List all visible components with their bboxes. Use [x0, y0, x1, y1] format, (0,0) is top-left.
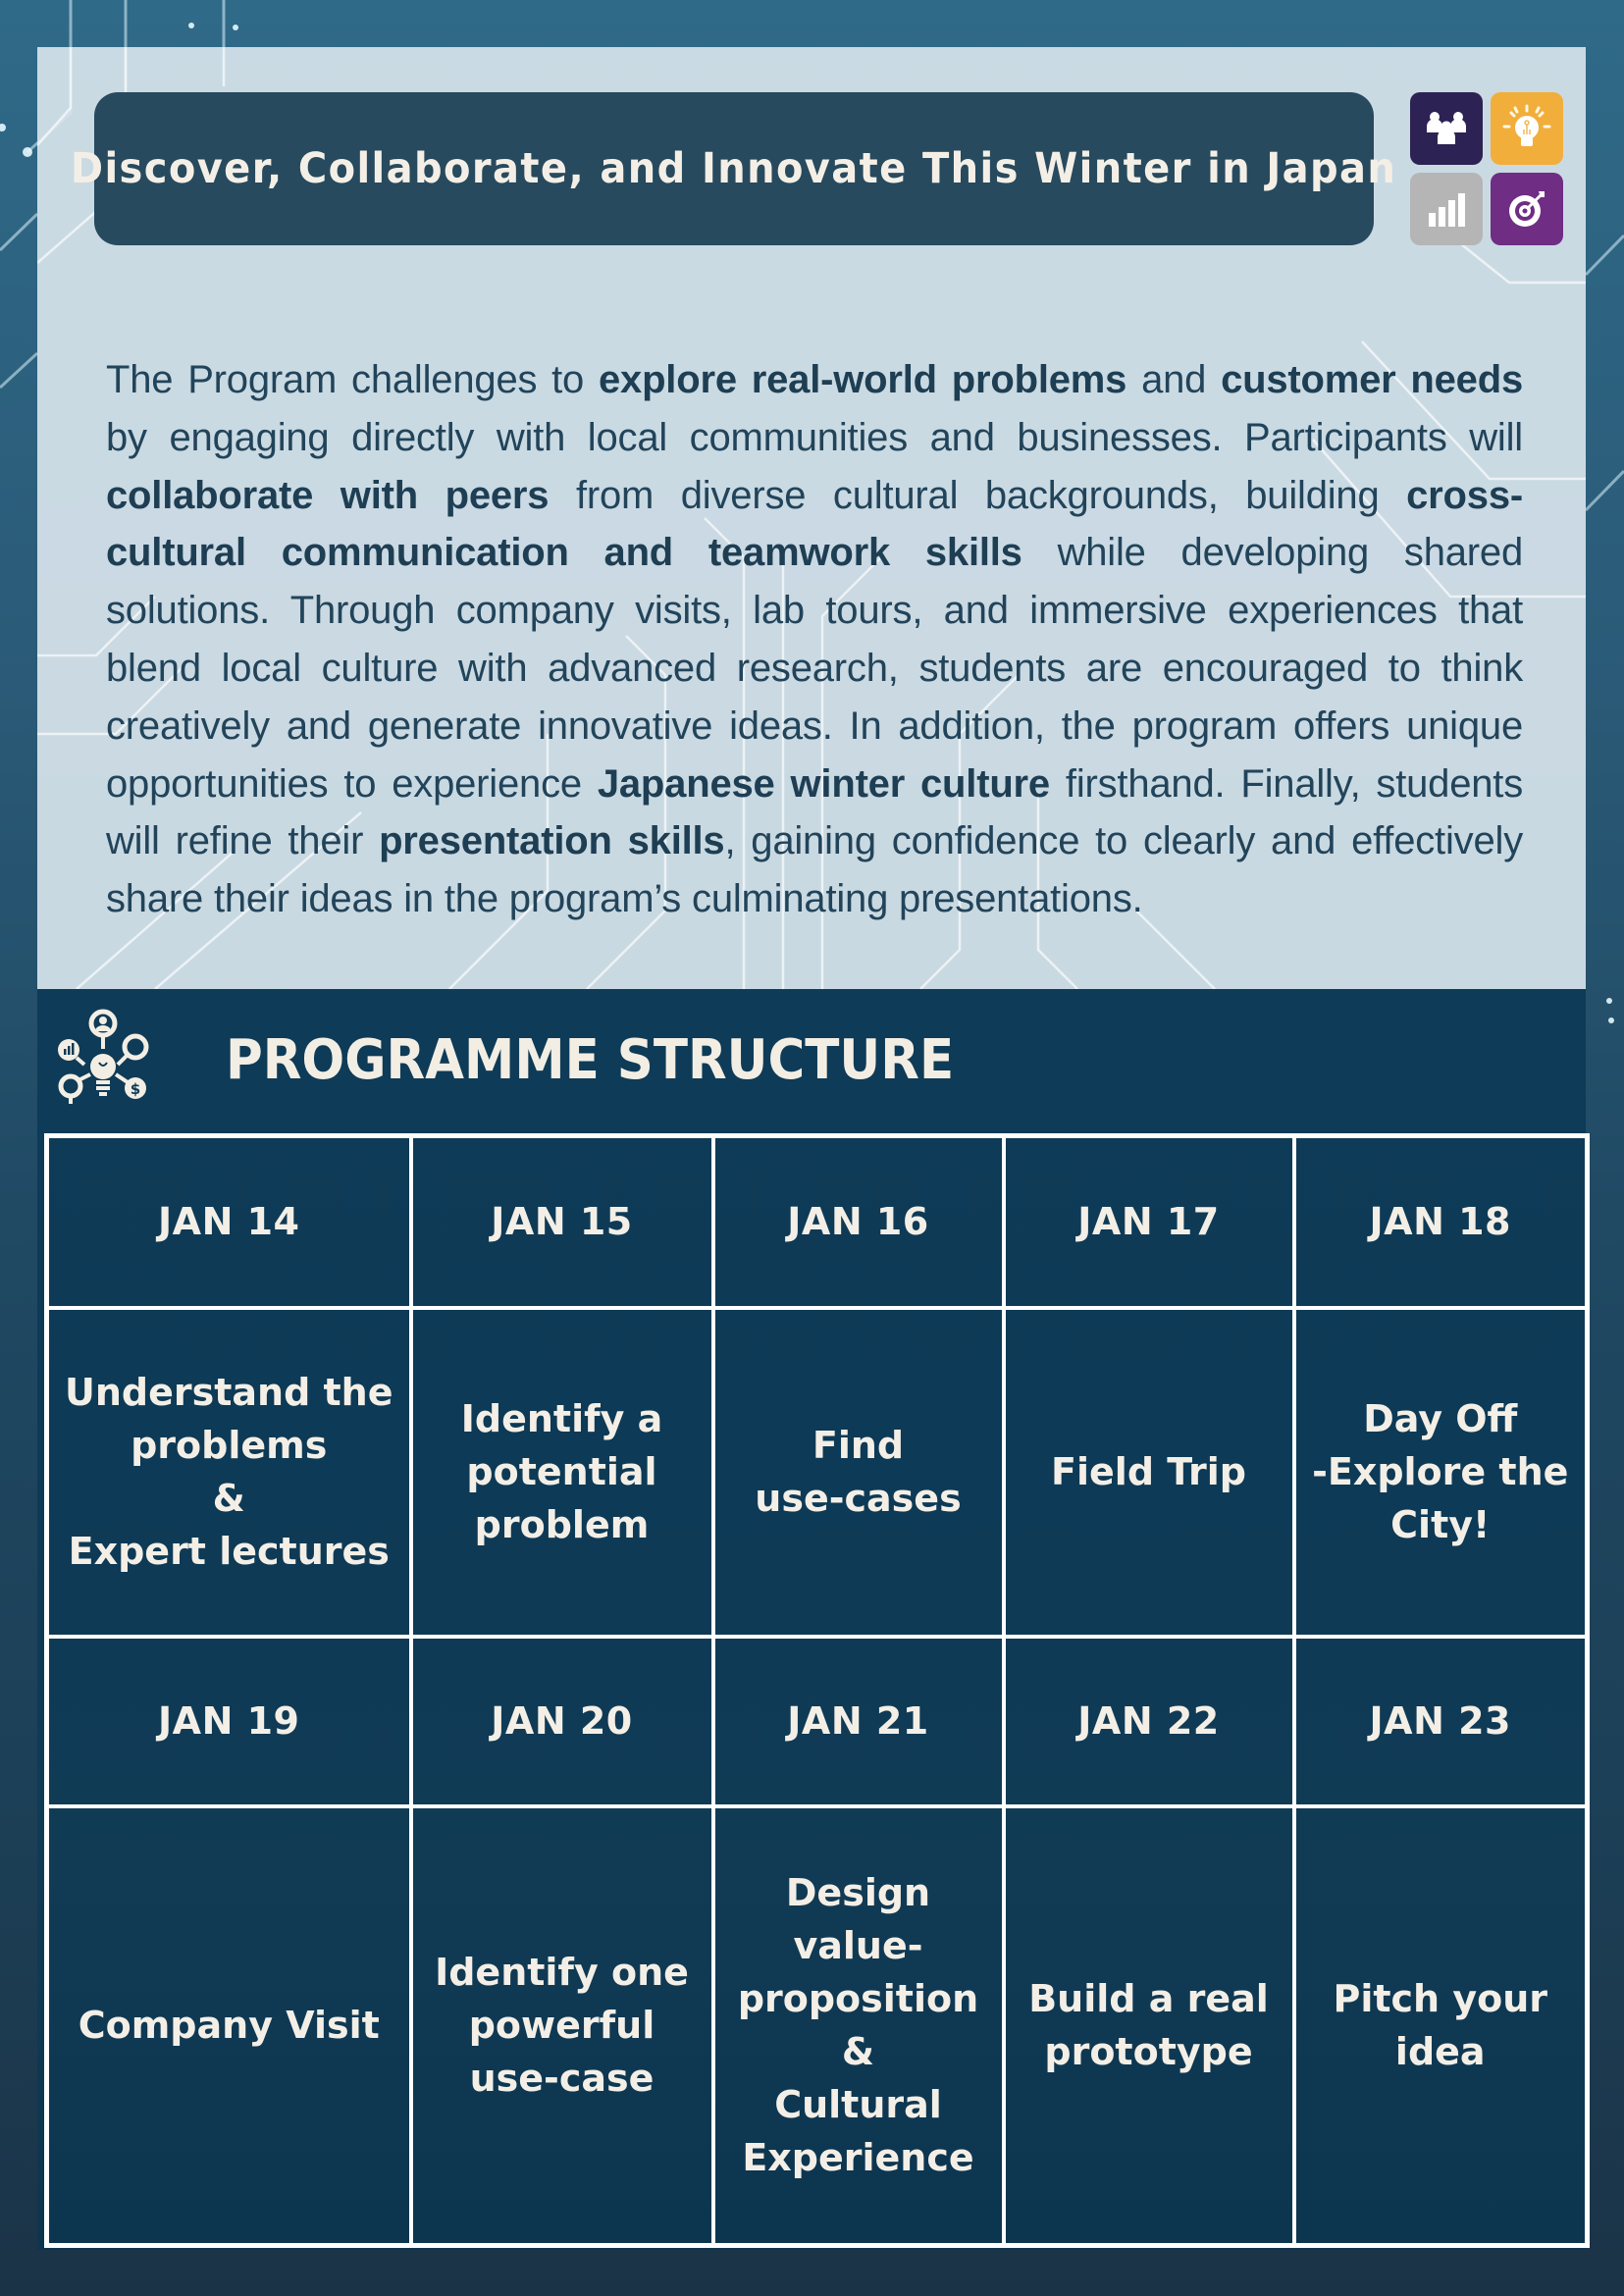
- activity-text: problems: [131, 1424, 328, 1467]
- intro-highlight: customer needs: [1221, 358, 1524, 401]
- activity-cell: [713, 1806, 1004, 2246]
- intro-highlight: collaborate with peers: [106, 473, 550, 517]
- activity-text: &: [841, 2030, 875, 2074]
- activity-cell: [47, 1308, 411, 1637]
- intro-highlight: Japanese winter culture: [597, 761, 1050, 806]
- activity-text: powerful: [468, 2004, 655, 2048]
- activity-text: Field Trip: [1051, 1450, 1246, 1493]
- intro-text-segment: firsthand. Finally, students will refine their: [106, 761, 1524, 863]
- activity-text: Cultural: [774, 2083, 942, 2127]
- activity-text: potential: [466, 1450, 657, 1493]
- activity-text: Understand the: [64, 1371, 393, 1414]
- title-banner: [71, 92, 1397, 245]
- activity-text: Identify a: [460, 1397, 663, 1440]
- activity-cell: [1004, 1806, 1294, 2246]
- date-cell: JAN 15: [411, 1136, 713, 1308]
- intro-text-segment: The Program challenges to: [106, 358, 599, 401]
- date-row: [47, 1136, 1588, 1308]
- activity-cell: [411, 1308, 713, 1637]
- activity-text: problem: [474, 1503, 650, 1546]
- activity-text: Find: [812, 1424, 905, 1467]
- activity-text: Build a real: [1028, 1977, 1269, 2021]
- intro-highlight: explore real-world problems: [598, 358, 1127, 401]
- activity-text: proposition: [737, 1977, 979, 2021]
- activity-text: Design: [785, 1871, 931, 1915]
- date-cell: JAN 14: [47, 1136, 411, 1308]
- activity-cell: [411, 1806, 713, 2246]
- activity-text: prototype: [1044, 2030, 1253, 2074]
- date-cell: JAN 16: [713, 1136, 1004, 1308]
- activity-cell: [1294, 1308, 1588, 1637]
- date-cell: JAN 17: [1004, 1136, 1294, 1308]
- date-cell: JAN 19: [47, 1637, 411, 1806]
- schedule-table: [44, 1133, 1590, 2248]
- section-title: PROGRAMME STRUCTURE: [226, 1027, 955, 1092]
- ideas-network-icon: [49, 1006, 157, 1114]
- activity-text: Experience: [742, 2136, 974, 2180]
- activity-text: &: [212, 1477, 245, 1520]
- activity-cell: [1294, 1806, 1588, 2246]
- activity-text: -Explore the: [1312, 1450, 1569, 1493]
- target-icon: [1491, 173, 1563, 245]
- activity-cell: [1004, 1308, 1294, 1637]
- date-cell: JAN 23: [1294, 1637, 1588, 1806]
- activity-text: idea: [1394, 2030, 1486, 2074]
- date-cell: JAN 20: [411, 1637, 713, 1806]
- team-icon: [1410, 92, 1483, 165]
- intro-text-segment: from diverse cultural backgrounds, building: [549, 473, 1407, 517]
- activity-row: [47, 1806, 1588, 2246]
- activity-row: [47, 1308, 1588, 1637]
- activity-cell: [713, 1308, 1004, 1637]
- activity-text: Day Off: [1363, 1397, 1518, 1440]
- date-row: [47, 1637, 1588, 1806]
- activity-text: Identify one: [435, 1951, 689, 1995]
- lightbulb-icon: [1491, 92, 1563, 165]
- date-cell: JAN 21: [713, 1637, 1004, 1806]
- activity-text: value-: [793, 1924, 923, 1968]
- intro-paragraph: [106, 351, 1523, 928]
- activity-text: Company Visit: [78, 2004, 380, 2048]
- feature-icon-grid: [1410, 92, 1564, 246]
- intro-text-segment: while developing shared solutions. Through company visits, lab tours, and immersive experiences that blend local culture with advanced research, students are encouraged to think creatively and generate innovative ideas. In addition, the program offers unique opportunities to experience: [106, 531, 1523, 806]
- intro-highlight: presentation skills: [379, 819, 725, 863]
- intro-text-segment: , gaining confidence to clearly and effectively share their ideas in the program’s culminating presentations.: [106, 819, 1523, 921]
- date-cell: JAN 22: [1004, 1637, 1294, 1806]
- programme-structure-header: [49, 1001, 1030, 1119]
- activity-text: City!: [1390, 1503, 1491, 1546]
- activity-cell: [47, 1806, 411, 2246]
- date-cell: JAN 18: [1294, 1136, 1588, 1308]
- bar-chart-icon: [1410, 173, 1483, 245]
- activity-text: Expert lectures: [68, 1530, 390, 1573]
- intro-highlight: cross-cultural communication and teamwork skills: [106, 473, 1523, 575]
- activity-text: use-case: [469, 2057, 655, 2101]
- activity-text: use-cases: [755, 1477, 962, 1520]
- activity-text: Pitch your: [1333, 1977, 1548, 2021]
- page-title: Discover, Collaborate, and Innovate This Winter in Japan: [71, 144, 1397, 193]
- svg-text:$: $: [130, 1080, 141, 1098]
- intro-text-segment: by engaging directly with local communities and businesses. Participants will: [106, 415, 1523, 459]
- intro-text-segment: and: [1126, 358, 1222, 401]
